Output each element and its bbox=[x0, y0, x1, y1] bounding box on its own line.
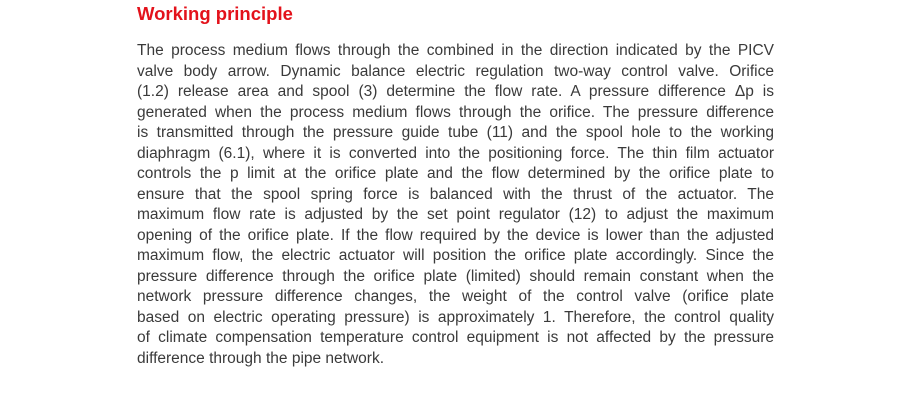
paragraph-line-6: diaphragm (6.1), where it is converted into the positioning force. The thin film actuator bbox=[137, 144, 774, 162]
paragraph-line-1: The process medium flows through the combined in the direction indicated by the PICV bbox=[137, 42, 774, 59]
paragraph-line-14: based on electric operating pressure) is approximately 1. Therefore, the control quality bbox=[137, 308, 774, 326]
paragraph-line-12: pressure difference through the orifice plate (limited) should remain constant when the bbox=[137, 267, 774, 285]
paragraph-line-10: opening of the orifice plate. If the flow required by the device is lower than the adjusted bbox=[137, 226, 774, 244]
paragraph-line-11: maximum flow, the electric actuator will position the orifice plate accordingly. Since the bbox=[137, 247, 774, 264]
paragraph-line-9: maximum flow rate is adjusted by the set point regulator (12) to adjust the maximum bbox=[137, 206, 774, 223]
paragraph-line-4: generated when the process medium flows through the orifice. The pressure difference bbox=[137, 103, 774, 121]
paragraph-line-8: ensure that the spool spring force is balanced with the thrust of the actuator. The bbox=[137, 185, 774, 203]
paragraph-line-2: valve body arrow. Dynamic balance electric regulation two-way control valve. Orifice bbox=[137, 62, 774, 80]
paragraph-line-13: network pressure difference changes, the weight of the control valve (orifice plate bbox=[137, 288, 774, 305]
paragraph-line-7: controls the p limit at the orifice plate and the flow determined by the orifice plate to bbox=[137, 165, 774, 182]
paragraph-line-15: of climate compensation temperature control equipment is not affected by the pressure bbox=[137, 329, 774, 346]
paragraph-line-16: difference through the pipe network. bbox=[137, 349, 385, 367]
paragraph-line-3: (1.2) release area and spool (3) determine the flow rate. A pressure difference Δp is bbox=[137, 83, 774, 100]
paragraph-line-5: is transmitted through the pressure guide tube (11) and the spool hole to the working bbox=[137, 124, 774, 141]
section-heading: Working principle bbox=[137, 3, 293, 24]
body-paragraph bbox=[137, 41, 774, 369]
